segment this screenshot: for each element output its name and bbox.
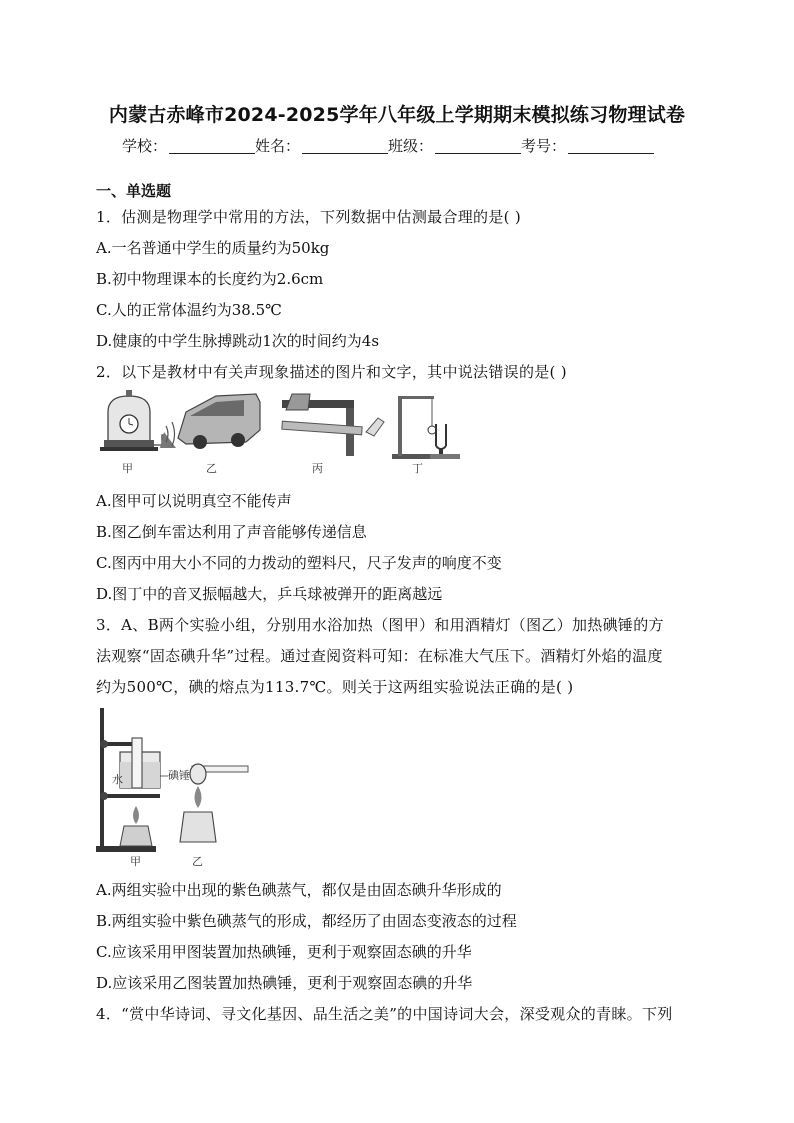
- question-1-stem: 1．估测是物理学中常用的方法，下列数据中估测最合理的是( ): [96, 208, 522, 226]
- question-3-stem-line-1: 3．A、B两个实验小组，分别用水浴加热（图甲）和用酒精灯（图乙）加热碘锤的方: [96, 616, 664, 634]
- iodine-apparatus-figure: [96, 708, 256, 868]
- page-title: 内蒙古赤峰市2024-2025学年八年级上学期期末模拟练习物理试卷: [108, 104, 686, 126]
- class-label: 班级：: [388, 137, 434, 155]
- question-2-stem: 2．以下是教材中有关声现象描述的图片和文字，其中说法错误的是( ): [96, 363, 567, 381]
- question-2-option-d: D.图丁中的音叉振幅越大，乒乓球被弹开的距离越远: [96, 585, 443, 603]
- stand-rod: [100, 708, 104, 848]
- caption-bing: 丙: [312, 462, 323, 475]
- caption-jia: 甲: [122, 462, 133, 475]
- water-label: 水: [112, 773, 123, 786]
- caption-yi: 乙: [206, 462, 217, 475]
- tuning-fork-figure: [392, 396, 460, 475]
- school-label: 学校：: [122, 137, 168, 155]
- class-blank: [435, 137, 521, 154]
- exam-no-label: 考号：: [521, 137, 567, 155]
- question-1-option-a: A.一名普通中学生的质量约为50kg: [96, 239, 330, 257]
- exam-no-blank: [568, 137, 654, 154]
- ruler-figure: [282, 394, 384, 475]
- question-3-option-c: C.应该采用甲图装置加热碘锤，更利于观察固态碘的升华: [96, 943, 472, 961]
- question-2-option-c: C.图丙中用大小不同的力拨动的塑料尺，尺子发声的响度不变: [96, 554, 502, 572]
- question-1-option-d: D.健康的中学生脉搏跳动1次的时间约为4s: [96, 332, 380, 350]
- question-3-option-d: D.应该采用乙图装置加热碘锤，更利于观察固态碘的升华: [96, 974, 473, 992]
- school-field: [122, 135, 255, 156]
- question-3-stem-line-2: 法观察“固态碘升华”过程。通过查阅资料可知：在标准大气压下。酒精灯外焰的温度: [96, 647, 663, 665]
- question-3-option-a: A.两组实验中出现的紫色碘蒸气，都仅是由固态碘升华形成的: [96, 881, 502, 899]
- name-blank: [302, 137, 388, 154]
- name-field: [255, 135, 388, 156]
- stand-base: [96, 846, 156, 852]
- question-1-option-c: C.人的正常体温约为38.5℃: [96, 301, 282, 319]
- name-label: 姓名：: [255, 137, 301, 155]
- exam-no-field: [521, 135, 654, 156]
- school-blank: [169, 137, 255, 154]
- iodine-label: 碘锤: [168, 769, 190, 782]
- student-info-row: [122, 134, 682, 156]
- caption-ding: 丁: [412, 462, 423, 475]
- question-3-stem-line-3: 约为500℃，碘的熔点为113.7℃。则关于这两组实验说法正确的是( ): [96, 678, 574, 696]
- bell-jar-figure: [100, 390, 166, 475]
- apparatus-caption-yi: 乙: [192, 855, 203, 868]
- car-radar-figure: [160, 394, 260, 475]
- question-3-option-b: B.两组实验中紫色碘蒸气的形成，都经历了由固态变液态的过程: [96, 912, 517, 930]
- sound-figures: [96, 390, 466, 480]
- question-1-option-b: B.初中物理课本的长度约为2.6cm: [96, 270, 324, 288]
- apparatus-caption-jia: 甲: [130, 855, 141, 868]
- question-2-option-b: B.图乙倒车雷达利用了声音能够传递信息: [96, 523, 367, 541]
- section-title: 一、单选题: [96, 182, 172, 200]
- class-field: [388, 135, 521, 156]
- question-2-option-a: A.图甲可以说明真空不能传声: [96, 492, 292, 510]
- question-4-stem: 4．“赏中华诗词、寻文化基因、品生活之美”的中国诗词大会，深受观众的青睐。下列: [96, 1005, 673, 1023]
